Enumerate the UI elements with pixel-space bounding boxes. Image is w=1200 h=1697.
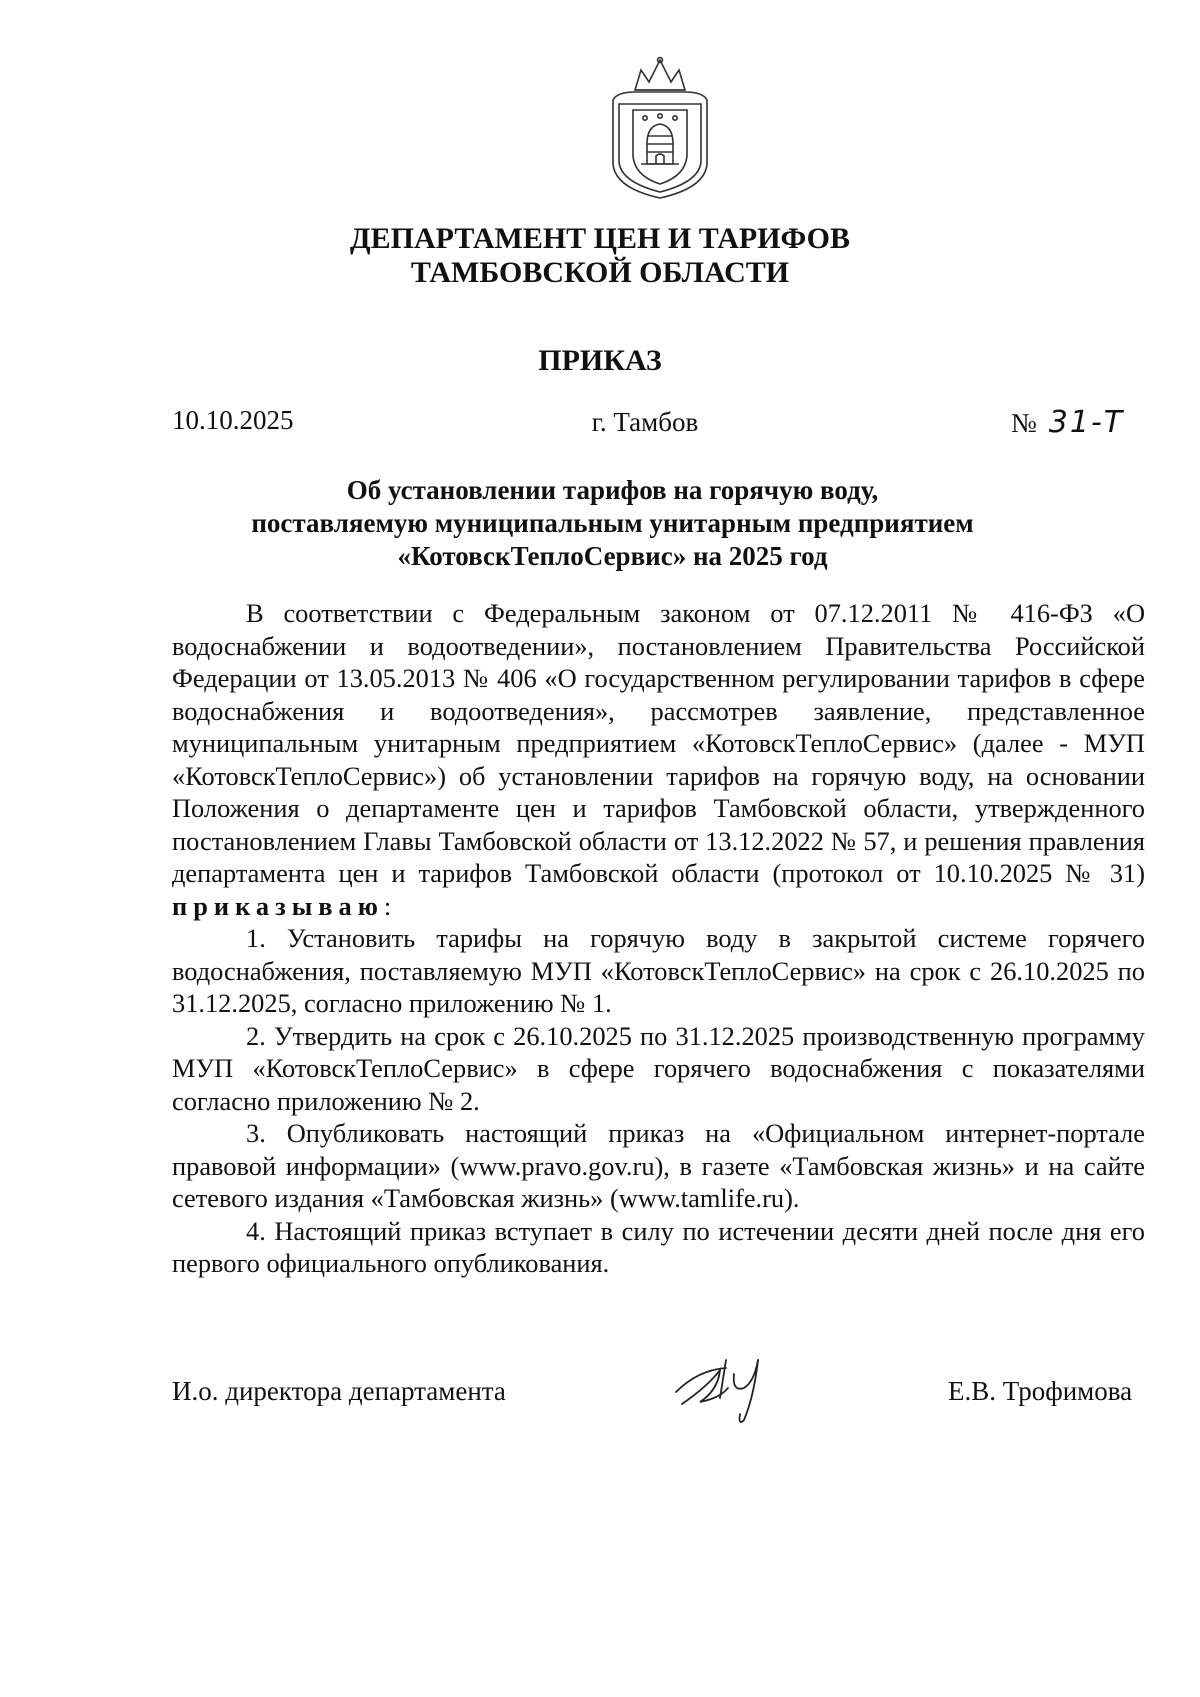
subject-line1: Об установлении тарифов на горячую воду,	[346, 475, 879, 505]
coat-of-arms-icon	[605, 52, 715, 202]
order-item-1: 1. Установить тарифы на горячую воду в закрытой системе горячего водоснабжения, поставляемую МУП «КотовскТеплоСервис» на срок с 26.10.2025 по 31.12.2025, согласно приложению № 1.	[172, 923, 1145, 1018]
department-name-line2: ТАМБОВСКОЙ ОБЛАСТИ	[410, 256, 790, 289]
department-name-line1: ДЕПАРТАМЕНТ ЦЕН И ТАРИФОВ	[349, 222, 851, 255]
order-number	[1011, 405, 1124, 440]
order-body	[172, 597, 1145, 1280]
subject-line2: поставляемую муниципальным унитарным предприятием	[251, 508, 974, 538]
subject-line3: «КотовскТеплоСервис» на 2025 год	[397, 541, 828, 571]
order-word-colon: :	[383, 890, 392, 921]
order-city: г. Тамбов	[591, 407, 699, 437]
order-number-value: 31-Т	[1048, 405, 1125, 440]
preamble-text: В соответствии с Федеральным законом от 07.12.2011 № 416-ФЗ «О водоснабжении и водоотведении», постановлением Правительства Российской Федерации от 13.05.2013 № 406 «О государственном регулировании тарифов в сфере водоснабжения и водоотведения», рассмотрев заявление, представленное муниципальным унитарным предприятием «КотовскТеплоСервис» (далее - МУП «КотовскТеплоСервис») об установлении тарифов на горячую воду, на основании Положения о департаменте цен и тарифов Тамбовской области, утвержденного постановлением Главы Тамбовской области от 13.12.2022 № 57, и решения правления департамента цен и тарифов Тамбовской области (протокол от 10.10.2025 № 31)	[172, 598, 1145, 888]
order-date: 10.10.2025	[172, 405, 294, 435]
order-title: ПРИКАЗ	[538, 344, 662, 377]
order-number-label: №	[1011, 408, 1037, 438]
order-subject	[0, 474, 1200, 573]
signature-icon	[668, 1330, 788, 1430]
signatory-role: И.о. директора департамента	[172, 1376, 506, 1406]
preamble-paragraph	[172, 597, 1145, 922]
order-item-3: 3. Опубликовать настоящий приказ на «Официальном интернет-портале правовой информации» (www.pravo.gov.ru), в газете «Тамбовская жизнь» и на сайте сетевого издания «Тамбовская жизнь» (www.tamlife.ru).	[172, 1118, 1145, 1213]
order-item-2: 2. Утвердить на срок с 26.10.2025 по 31.12.2025 производственную программу МУП «КотовскТеплоСервис» в сфере горячего водоснабжения с показателями согласно приложению № 2.	[172, 1020, 1145, 1116]
order-item-4: 4. Настоящий приказ вступает в силу по истечении десяти дней после дня его первого официального опубликования.	[172, 1215, 1145, 1278]
order-word: приказываю	[172, 890, 384, 921]
signatory-name: Е.В. Трофимова	[948, 1376, 1133, 1406]
